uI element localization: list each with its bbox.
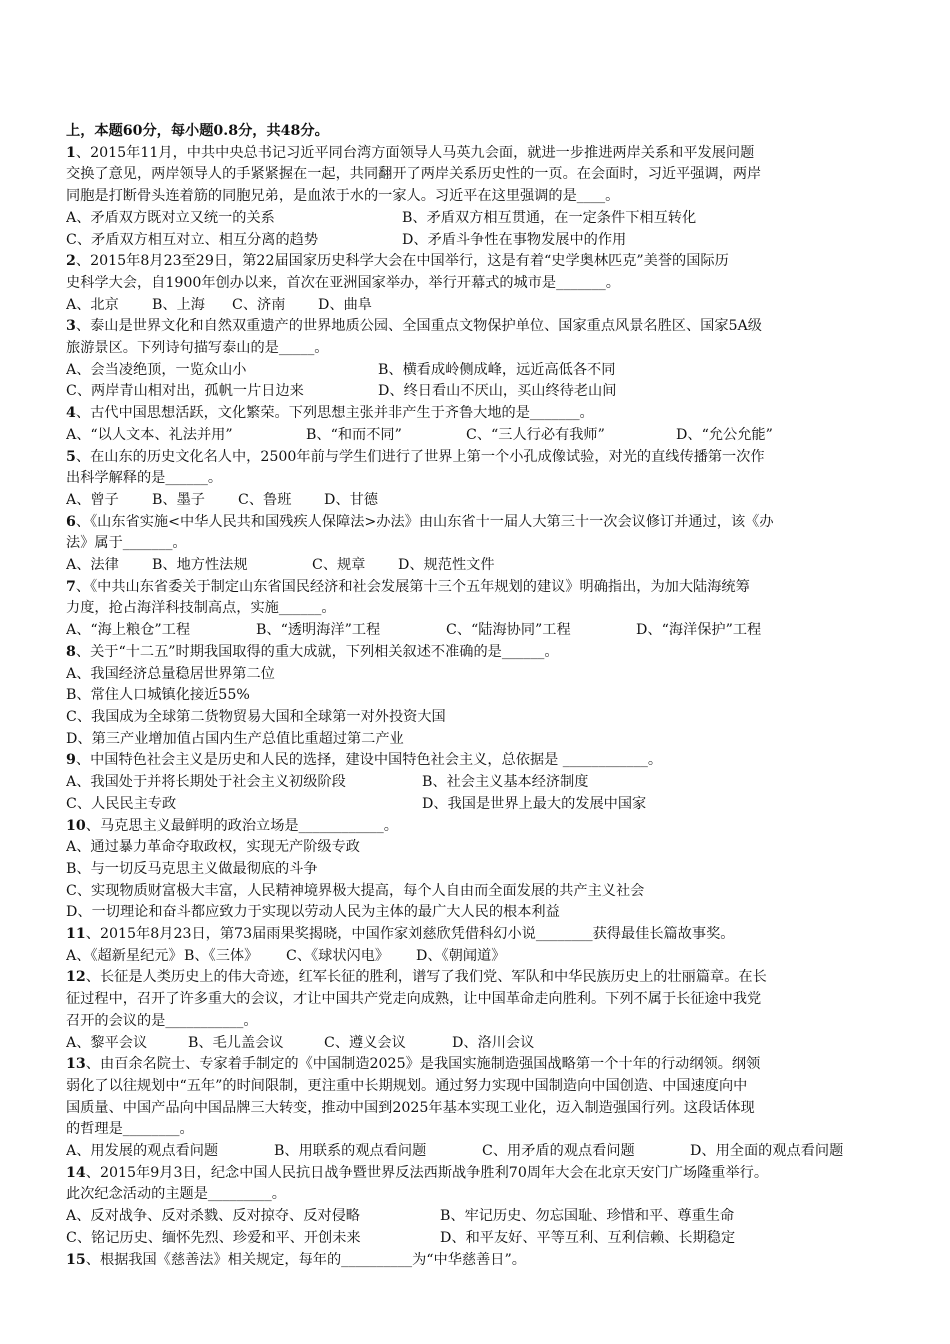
answer-option: B、地方性法规: [152, 557, 248, 574]
answer-option: D、“允公允能”: [676, 426, 773, 443]
question-stem-line: [66, 186, 896, 208]
option-row: [66, 1206, 896, 1228]
option-row: [66, 208, 896, 230]
question-number: 10: [66, 817, 86, 834]
option-row: [66, 620, 896, 642]
answer-option: A、“海上粮仓”工程: [66, 622, 191, 639]
answer-option: D、第三产业增加值占国内生产总值比重超过第二产业: [66, 730, 404, 747]
question-number: 3: [66, 318, 76, 335]
question-text: 交换了意见，两岸领导人的手紧紧握在一起，共同翻开了两岸关系历史性的一页。在会面时，习近平强调，两岸: [66, 166, 762, 183]
answer-option: C、两岸青山相对出，孤帆一片日边来: [66, 383, 304, 400]
answer-option: A、会当凌绝顶，一览众山小: [66, 361, 247, 378]
question-stem-line: [66, 468, 896, 490]
option-row: [66, 295, 896, 317]
question-number: 14: [66, 1164, 86, 1181]
question-stem-line: [66, 750, 896, 772]
question-text: 弱化了以往规划中“五年”的时间限制，更注重中长期规划。通过努力实现中国制造向中国创造、中国速度向中: [66, 1077, 748, 1094]
question-13: [66, 1054, 896, 1163]
option-row: [66, 837, 896, 859]
question-number: 4: [66, 405, 76, 422]
question-stem-line: [66, 1011, 896, 1033]
question-stem-line: [66, 338, 896, 360]
question-text: 同胞是打断骨头连着筋的同胞兄弟，是血浓于水的一家人。习近平在这里强调的是____。: [66, 188, 620, 205]
question-stem-line: [66, 816, 896, 838]
question-text: 出科学解释的是______。: [66, 470, 223, 487]
question-number: 12: [66, 969, 86, 986]
question-text: 、泰山是世界文化和自然双重遗产的世界地质公园、全国重点文物保护单位、国家重点风景名胜区、国家5A级: [75, 318, 762, 335]
answer-option: A、“以人文本、礼法并用”: [66, 426, 233, 443]
question-stem-line: [66, 1184, 896, 1206]
answer-option: D、用全面的观点看问题: [690, 1143, 844, 1160]
answer-option: B、《三体》: [184, 947, 259, 964]
question-list: [66, 143, 896, 1272]
question-5: [66, 447, 896, 512]
option-row: [66, 729, 896, 751]
question-9: [66, 750, 896, 815]
question-stem-line: [66, 273, 896, 295]
option-row: [66, 1141, 896, 1163]
answer-option: C、矛盾双方相互对立、相互分离的趋势: [66, 231, 319, 248]
question-stem-line: [66, 1163, 896, 1185]
question-number: 11: [66, 926, 86, 943]
question-text: 法》属于_______。: [66, 535, 187, 552]
question-text: 、2015年9月3日，纪念中国人民抗日战争暨世界反法西斯战争胜利70周年大会在北京天安门广场隆重举行。: [85, 1164, 769, 1181]
question-text: 召开的会议的是___________。: [66, 1012, 258, 1029]
option-row: [66, 707, 896, 729]
question-4: [66, 403, 896, 446]
question-stem-line: [66, 447, 896, 469]
answer-option: C、济南: [232, 296, 286, 313]
question-number: 6: [66, 513, 76, 530]
question-stem-line: [66, 1098, 896, 1120]
option-row: [66, 1228, 896, 1250]
question-stem-line: [66, 598, 896, 620]
question-number: 1: [66, 144, 76, 161]
answer-option: C、《球状闪电》: [286, 947, 390, 964]
answer-option: C、“陆海协同”工程: [446, 622, 571, 639]
question-text: 此次纪念活动的主题是_________。: [66, 1186, 286, 1203]
question-number: 15: [66, 1251, 86, 1268]
answer-option: D、规范性文件: [398, 557, 495, 574]
answer-option: A、我国经济总量稳居世界第二位: [66, 665, 275, 682]
question-text: 、关于“十二五”时期我国取得的重大成就，下列相关叙述不准确的是______。: [75, 643, 559, 660]
question-number: 8: [66, 643, 76, 660]
question-stem-line: [66, 577, 896, 599]
question-stem-line: [66, 967, 896, 989]
answer-option: D、一切理论和奋斗都应致力于实现以劳动人民为主体的最广大人民的根本利益: [66, 904, 560, 921]
answer-option: B、“透明海洋”工程: [256, 622, 381, 639]
question-stem-line: [66, 1250, 896, 1272]
question-number: 5: [66, 448, 76, 465]
question-text: 、由百余名院士、专家着手制定的《中国制造2025》是我国实施制造强国战略第一个十年的行动纲领。纲领: [85, 1056, 761, 1073]
question-12: [66, 967, 896, 1054]
answer-option: D、曲阜: [318, 296, 372, 313]
question-stem-line: [66, 1076, 896, 1098]
answer-option: D、矛盾斗争性在事物发展中的作用: [402, 231, 627, 248]
option-row: [66, 859, 896, 881]
question-text: 、中国特色社会主义是历史和人民的选择，建设中国特色社会主义，总依据是 ____________。: [75, 752, 663, 769]
option-row: [66, 685, 896, 707]
answer-option: D、《朝闻道》: [416, 947, 506, 964]
answer-option: A、反对战争、反对杀戮、反对掠夺、反对侵略: [66, 1208, 360, 1225]
question-3: [66, 316, 896, 403]
question-text: 、长征是人类历史上的伟大奇迹，红军长征的胜利，谱写了我们党、军队和中华民族历史上的壮丽篇章。在长: [85, 969, 767, 986]
option-row: [66, 946, 896, 968]
answer-option: B、牢记历史、勿忘国耻、珍惜和平、尊重生命: [440, 1208, 735, 1225]
question-stem-line: [66, 403, 896, 425]
option-row: [66, 902, 896, 924]
answer-option: D、“海洋保护”工程: [636, 622, 762, 639]
question-stem-line: [66, 533, 896, 555]
question-text: 国质量、中国产品向中国品牌三大转变，推动中国到2025年基本实现工业化，迈入制造强国行列。这段话体现: [66, 1099, 755, 1116]
answer-option: C、人民民主专政: [66, 795, 177, 812]
answer-option: A、北京: [66, 296, 119, 313]
answer-option: C、“三人行必有我师”: [466, 426, 605, 443]
question-stem-line: [66, 512, 896, 534]
question-text: 、《山东省实施<中华人民共和国残疾人保障法>办法》由山东省十一届人大第三十一次会议修订并通过，该《办: [75, 513, 774, 530]
answer-option: B、横看成岭侧成峰，远近高低各不同: [378, 361, 616, 378]
answer-option: B、用联系的观点看问题: [274, 1143, 427, 1160]
question-15: [66, 1250, 896, 1272]
question-11: [66, 924, 896, 967]
answer-option: B、毛儿盖会议: [188, 1034, 284, 1051]
option-row: [66, 230, 896, 252]
question-text: 、在山东的历史文化名人中，2500年前与学生们进行了世界上第一个小孔成像试验，对光的直线传播第一次作: [75, 448, 765, 465]
option-row: [66, 360, 896, 382]
question-6: [66, 512, 896, 577]
answer-option: B、社会主义基本经济制度: [422, 774, 589, 791]
answer-option: B、常住人口城镇化接近55%: [66, 687, 250, 704]
answer-option: B、“和而不同”: [306, 426, 402, 443]
question-text: 、《中共山东省委关于制定山东省国民经济和社会发展第十三个五年规划的建议》明确指出，为加大陆海统筹: [75, 578, 750, 595]
answer-option: D、和平友好、平等互利、互利信赖、长期稳定: [440, 1229, 736, 1246]
option-row: [66, 425, 896, 447]
answer-option: C、用矛盾的观点看问题: [482, 1143, 635, 1160]
section-header: 上，本题60分，每小题0.8分，共48分。: [66, 123, 329, 139]
question-text: 、根据我国《慈善法》相关规定，每年的__________为“中华慈善日”。: [85, 1251, 526, 1268]
question-7: [66, 577, 896, 642]
answer-option: D、我国是世界上最大的发展中国家: [422, 795, 647, 812]
answer-option: D、甘德: [324, 491, 378, 508]
question-stem-line: [66, 1119, 896, 1141]
answer-option: D、终日看山不厌山，买山终待老山间: [378, 383, 617, 400]
question-stem-line: [66, 316, 896, 338]
question-1: [66, 143, 896, 252]
answer-option: A、矛盾双方既对立又统一的关系: [66, 209, 275, 226]
option-row: [66, 555, 896, 577]
question-number: 9: [66, 752, 76, 769]
question-8: [66, 642, 896, 751]
question-text: 、2015年11月，中共中央总书记习近平同台湾方面领导人马英九会面，就进一步推进两岸关系和平发展问题: [75, 144, 755, 161]
question-stem-line: [66, 251, 896, 273]
question-number: 13: [66, 1056, 86, 1073]
question-stem-line: [66, 642, 896, 664]
question-stem-line: [66, 989, 896, 1011]
option-row: [66, 881, 896, 903]
answer-option: C、铭记历史、缅怀先烈、珍爱和平、开创未来: [66, 1229, 361, 1246]
option-row: [66, 381, 896, 403]
question-number: 7: [66, 578, 76, 595]
answer-option: A、我国处于并将长期处于社会主义初级阶段: [66, 774, 346, 791]
option-row: [66, 794, 896, 816]
option-row: [66, 1033, 896, 1055]
answer-option: C、实现物质财富极大丰富，人民精神境界极大提高，每个人自由而全面发展的共产主义社会: [66, 882, 645, 899]
question-stem-line: [66, 1054, 896, 1076]
answer-option: C、鲁班: [238, 491, 292, 508]
answer-option: A、黎平会议: [66, 1034, 148, 1051]
answer-option: D、洛川会议: [452, 1034, 535, 1051]
question-text: 、2015年8月23至29日，第22届国家历史科学大会在中国举行，这是有着“史学奥林匹克”美誉的国际历: [75, 253, 729, 270]
answer-option: C、遵义会议: [324, 1034, 406, 1051]
answer-option: B、矛盾双方相互贯通，在一定条件下相互转化: [402, 209, 697, 226]
question-text: 、马克思主义最鲜明的政治立场是____________。: [85, 817, 398, 834]
option-row: [66, 490, 896, 512]
question-14: [66, 1163, 896, 1250]
answer-option: C、我国成为全球第二货物贸易大国和全球第一对外投资大国: [66, 708, 446, 725]
question-2: [66, 251, 896, 316]
answer-option: A、通过暴力革命夺取政权，实现无产阶级专政: [66, 839, 360, 856]
answer-option: B、墨子: [152, 491, 205, 508]
question-text: 史科学大会，自1900年创办以来，首次在亚洲国家举办，举行开幕式的城市是_______。: [66, 274, 620, 291]
question-text: 、古代中国思想活跃，文化繁荣。下列思想主张并非产生于齐鲁大地的是_______。: [75, 405, 594, 422]
answer-option: A、法律: [66, 557, 119, 574]
question-text: 征过程中，召开了许多重大的会议，才让中国共产党走向成熟，让中国革命走向胜利。下列不属于长征途中我党: [66, 991, 762, 1008]
option-row: [66, 772, 896, 794]
question-text: 旅游景区。下列诗句描写泰山的是_____。: [66, 340, 329, 357]
answer-option: B、上海: [152, 296, 205, 313]
question-stem-line: [66, 164, 896, 186]
answer-option: C、规章: [312, 557, 366, 574]
question-stem-line: [66, 924, 896, 946]
answer-option: A、用发展的观点看问题: [66, 1143, 219, 1160]
question-text: 的哲理是________。: [66, 1121, 194, 1138]
question-10: [66, 816, 896, 925]
answer-option: A、曾子: [66, 491, 119, 508]
answer-option: A、《超新星纪元》: [66, 947, 183, 964]
question-text: 、2015年8月23日，第73届雨果奖揭晓，中国作家刘慈欣凭借科幻小说________获得最佳长篇故事奖。: [85, 926, 735, 943]
document-page: [66, 121, 896, 1271]
question-text: 力度，抢占海洋科技制高点，实施______。: [66, 600, 336, 617]
option-row: [66, 664, 896, 686]
question-number: 2: [66, 253, 76, 270]
question-stem-line: [66, 143, 896, 165]
answer-option: B、与一切反马克思主义做最彻底的斗争: [66, 860, 318, 877]
